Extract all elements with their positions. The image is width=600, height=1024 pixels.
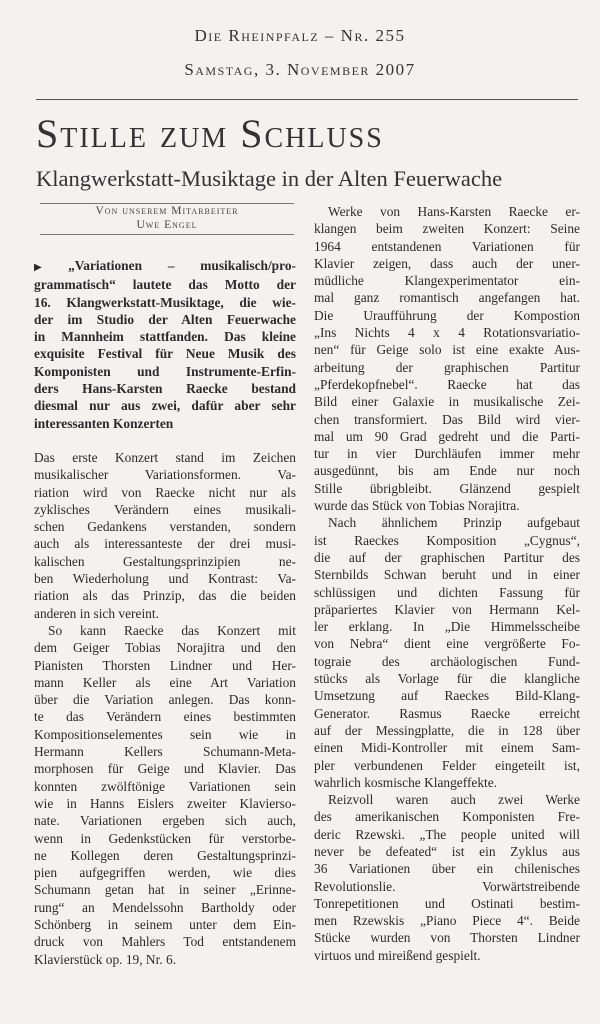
text-line: Tonrepetitionen und Ostinati bestim- (314, 895, 580, 911)
text-line: mal um 90 Grad gedreht und die Parti- (314, 428, 580, 444)
text-line: 36 Variationen über ein chilenisches (314, 861, 580, 877)
text-line: klangen beim zweiten Konzert: Seine (314, 221, 580, 237)
text-line: zyklisches Verändern eines musikali- (34, 501, 296, 517)
text-line: Reizvoll waren auch zwei Werke (328, 792, 580, 808)
text-line: „Pferdekopfnebel“. Raecke hat das (314, 376, 580, 392)
text-line: riation wird von Raecke nicht nur als (34, 484, 296, 500)
text-line: auch als interessanteste der drei musi- (34, 536, 296, 552)
text-line: deric Rzewski. „The people united will (314, 826, 580, 842)
masthead-date: Samstag, 3. November 2007 (184, 60, 416, 79)
text-line: Das erste Konzert stand im Zeichen (34, 449, 296, 465)
left-column (34, 203, 296, 968)
text-line: Die Uraufführung der Kompostion (314, 307, 580, 323)
text-line: Umsetzung auf Raeckes Bild-Klang- (314, 688, 580, 704)
text-line: Bild einer Galaxie in musikalische Zei- (314, 394, 580, 410)
text-line: müdliche Klangexperimentator ein- (314, 273, 580, 289)
text-line: ben Wiederholung und Kontrast: Va- (34, 571, 296, 587)
text-line: die auf der graphischen Partitur des (314, 549, 580, 565)
text-line: einen Midi-Kontroller mit einem Sam- (314, 740, 580, 756)
subheadline: Klangwerkstatt-Musiktage in der Alten Feuerwache (36, 166, 503, 191)
text-line: Klavierstück op. 19, Nr. 6. (34, 951, 177, 967)
text-line: pler verbundenen Felder eingeteilt ist, (314, 757, 580, 773)
left-body (34, 449, 296, 968)
text-line: dem Geiger Tobias Norajitra und den (34, 640, 296, 656)
text-line: Stille übrigbleibt. Glänzend gespielt (314, 480, 580, 496)
text-line: nate. Variationen ergeben sich auch, (34, 813, 296, 829)
paragraph (314, 203, 580, 514)
text-line: wurde das Stück von Tobias Norajitra. (314, 498, 520, 514)
text-line: never be defeated“ ist ein Zyklus aus (314, 843, 580, 859)
text-line: Hermann Kellers Schumann-Meta- (34, 744, 296, 760)
byline (40, 203, 294, 235)
text-line: rung“ an Mendelssohn Bartholdy oder (34, 899, 296, 915)
text-line: schlüssigen und dichten Fassung für (314, 584, 580, 600)
text-line: ausgedünnt, bis am Ende nur noch (314, 463, 580, 479)
text-line: grammatisch“ lautete das Motto der (34, 277, 296, 293)
paragraph (34, 449, 296, 622)
text-line: ▶ „Variationen – musikalisch/pro- (34, 258, 296, 273)
paragraph (34, 622, 296, 968)
text-line: men Rzewskis „Piano Piece 4“. Beide (314, 913, 580, 929)
text-line: te das Verändern eines bestimmten (34, 709, 296, 725)
text-line: ler erklang. In „Die Himmelsscheibe (314, 619, 580, 635)
text-line: morphosen für Geige und Klavier. Das (34, 761, 296, 777)
byline-line2: Uwe Engel (136, 218, 198, 231)
text-line: virtuos und mireißend gespielt. (314, 947, 481, 963)
text-line: auf der Messingplatte, die in 128 über (314, 722, 580, 738)
text-line: Stücke wurden von Thorsten Lindner (314, 930, 580, 946)
text-line: Schönberg in seinem unter dem Ein- (34, 916, 296, 932)
text-line: Nach ähnlichem Prinzip aufgebaut (328, 515, 580, 531)
text-line: Komponisten und Instrumente-Erfin- (34, 363, 296, 379)
lead-paragraph (34, 257, 296, 432)
text-line: druck von Mahlers Tod entstandenem (34, 934, 296, 950)
text-line: exquisite Festival für Neue Musik des (34, 346, 296, 362)
text-line: der im Studio der Alten Feuerwache (34, 311, 296, 327)
text-line: „Ins Nichts 4 x 4 Rotationsvariatio- (314, 325, 580, 341)
text-line: mal ganz romantisch angefangen hat. (314, 290, 580, 306)
text-line: ne Kollegen deren Gestaltungsprinzi- (34, 847, 296, 863)
text-line: wenn in Gedenkstücken für verstorbe- (34, 830, 296, 846)
text-line: arbeitung der graphischen Partitur (314, 359, 580, 375)
text-line: von Nebra“ dient eine vergrößerte Fo- (314, 636, 580, 652)
text-line: in Mannheim stattfanden. Das kleine (34, 329, 296, 345)
text-line: tur in vier Durchläufen immer mehr (314, 446, 580, 462)
text-line: Revolutionslie. Vorwärtstreibende (314, 878, 580, 894)
text-line: präpariertes Klavier von Hermann Kel- (314, 601, 580, 617)
text-line: Kompositionselementes sein wie in (34, 726, 296, 742)
text-line: des amerikanischen Komponisten Fre- (314, 809, 580, 825)
text-line: schen Gedankens verstanden, sondern (34, 519, 296, 535)
text-line: interessanten Konzerten (34, 415, 174, 431)
lead-arrow-icon: ▶ (34, 262, 65, 273)
text-line: pien aufgegriffen werden, wie dies (34, 865, 296, 881)
text-line: kalischen Gestaltungsprinzipien ne- (34, 553, 296, 569)
text-line: ist Raeckes Komposition „Cygnus“, (314, 532, 580, 548)
text-line: So kann Raecke das Konzert mit (48, 622, 296, 638)
header-rule (36, 99, 578, 100)
text-line: stücks als Vorlage für die klangliche (314, 671, 580, 687)
text-line: konnten zwölftönige Variationen sein (34, 778, 296, 794)
text-line: Werke von Hans-Karsten Raecke er- (328, 204, 580, 219)
paragraph (314, 791, 580, 964)
text-line: anderen in sich vereint. (34, 605, 159, 621)
text-line: musikalischer Variationsformen. Va- (34, 467, 296, 483)
text-line: wie in Hanns Eislers zweiter Klavierso- (34, 795, 296, 811)
masthead-paper: Die Rheinpfalz – Nr. 255 (194, 26, 406, 45)
paragraph (314, 514, 580, 791)
text-line: nen“ für Geige solo ist eine exakte Aus- (314, 342, 580, 358)
text-line: Sternbilds Schwan beruht und in einer (314, 567, 580, 583)
text-line: Schumann getan hat in seiner „Erinne- (34, 882, 296, 898)
text-line: mann Keller als eine Art Variation (34, 674, 296, 690)
text-line: tograie des archäologischen Fund- (314, 653, 580, 669)
text-line: riation als das Prinzip, das die beiden (34, 588, 296, 604)
right-column (314, 203, 580, 964)
text-line: 16. Klangwerkstatt-Musiktage, die wie- (34, 294, 296, 310)
text-line: chen transformiert. Das Bild wird vier- (314, 411, 580, 427)
text-line: über die Variation anlegen. Das konn- (34, 692, 296, 708)
text-line: ders Hans-Karsten Raecke bestand (34, 381, 296, 397)
text-line: diesmal nur aus zwei, dafür aber sehr (34, 398, 296, 414)
text-line: wahrlich kosmische Klangeffekte. (314, 774, 498, 790)
text-line: 1964 entstandenen Variationen für (314, 238, 580, 254)
text-line: Pianisten Thorsten Lindner und Her- (34, 657, 296, 673)
text-line: Klavier zeigen, dass auch der uner- (314, 255, 580, 271)
text-line: Generator. Rasmus Raecke erreicht (314, 705, 580, 721)
headline: Stille zum Schluss (36, 111, 384, 156)
byline-line1: Von unserem Mitarbeiter (95, 205, 239, 217)
